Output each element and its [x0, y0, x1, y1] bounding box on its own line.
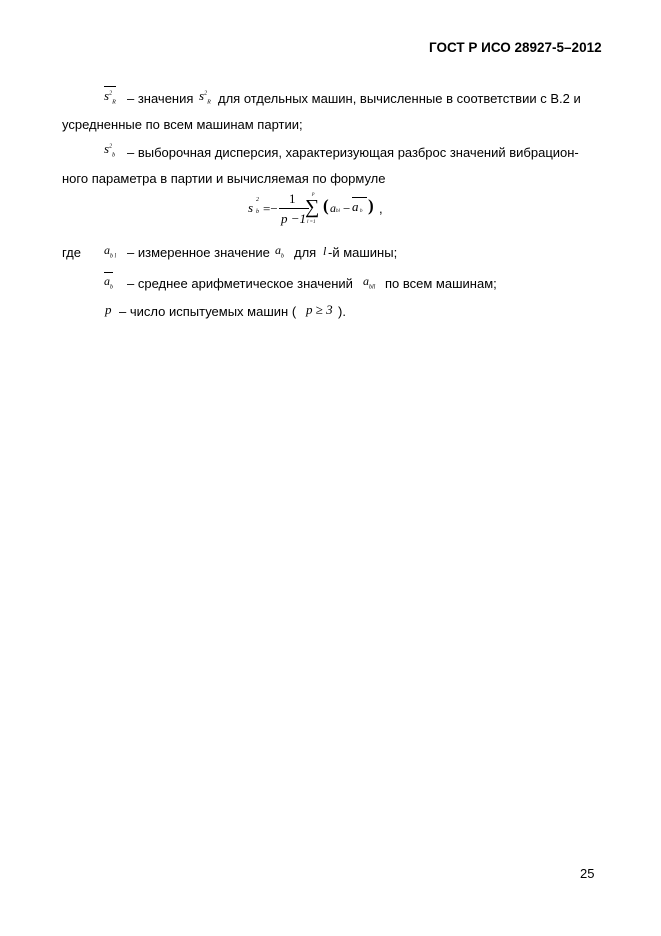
formula-comma: ,: [379, 201, 383, 216]
p-symbol: p: [105, 302, 112, 317]
paragraph1-text-a: – значения: [127, 91, 194, 106]
def3-condition: p ≥ 3: [306, 302, 333, 317]
formula-a: a: [330, 201, 336, 215]
formula-sub: b: [256, 209, 259, 215]
formula-minus: −: [343, 201, 351, 216]
formula-equals-minus: =−: [263, 201, 278, 216]
a-bll-symbol: $a_{bll}$: [363, 274, 376, 291]
page-number: 25: [580, 866, 595, 881]
l-symbol: l: [323, 244, 327, 258]
def3-text-b: ).: [338, 304, 346, 319]
sum-lower-limit: l =1: [307, 220, 316, 225]
where-label: где: [62, 245, 81, 260]
formula-sup: 2: [256, 197, 259, 203]
formula-s: s: [248, 200, 254, 215]
left-paren: (: [323, 196, 329, 215]
s-squared-symbol: $s^2_R$: [199, 88, 211, 106]
formula-denominator: p −1: [281, 211, 307, 226]
def1-text-c: -й машины;: [328, 245, 398, 260]
sum-sign: ∑: [305, 196, 320, 218]
formula-a-bar-sub: b: [360, 209, 363, 214]
def2-text-b: по всем машинам;: [385, 276, 497, 291]
right-paren: ): [368, 196, 374, 215]
paragraph2-text-a: – выборочная дисперсия, характеризующая разброс значений вибрацион-: [127, 145, 579, 160]
def3-text-a: – число испытуемых машин (: [119, 304, 297, 319]
standard-header: ГОСТ Р ИСО 28927-5–2012: [429, 40, 602, 55]
a-bl-symbol: $a_{b l}$: [104, 243, 117, 260]
formula-a-sub: bl: [336, 209, 340, 214]
paragraph2-text-b: ного параметра в партии и вычисляемая по формуле: [62, 171, 386, 186]
def1-text-b: для: [294, 245, 317, 260]
formula-numerator: 1: [289, 191, 296, 206]
sample-variance-symbol: $s^2_b$: [104, 141, 116, 159]
a-b-symbol: $a_b$: [275, 243, 284, 260]
paragraph1-text-b: для отдельных машин, вычисленные в соответствии с В.2 и: [218, 91, 581, 106]
def2-text-a: – среднее арифметическое значений: [127, 276, 353, 291]
paragraph1-text-c: усредненные по всем машинам партии;: [62, 117, 303, 132]
s-squared-mean-symbol: $s^2_R$: [104, 88, 116, 106]
def1-text-a: – измеренное значение: [127, 245, 270, 260]
sum-upper-limit: p: [312, 192, 315, 197]
a-b-mean-symbol: $a_b$: [104, 274, 113, 291]
formula-a-bar: a: [352, 197, 367, 215]
